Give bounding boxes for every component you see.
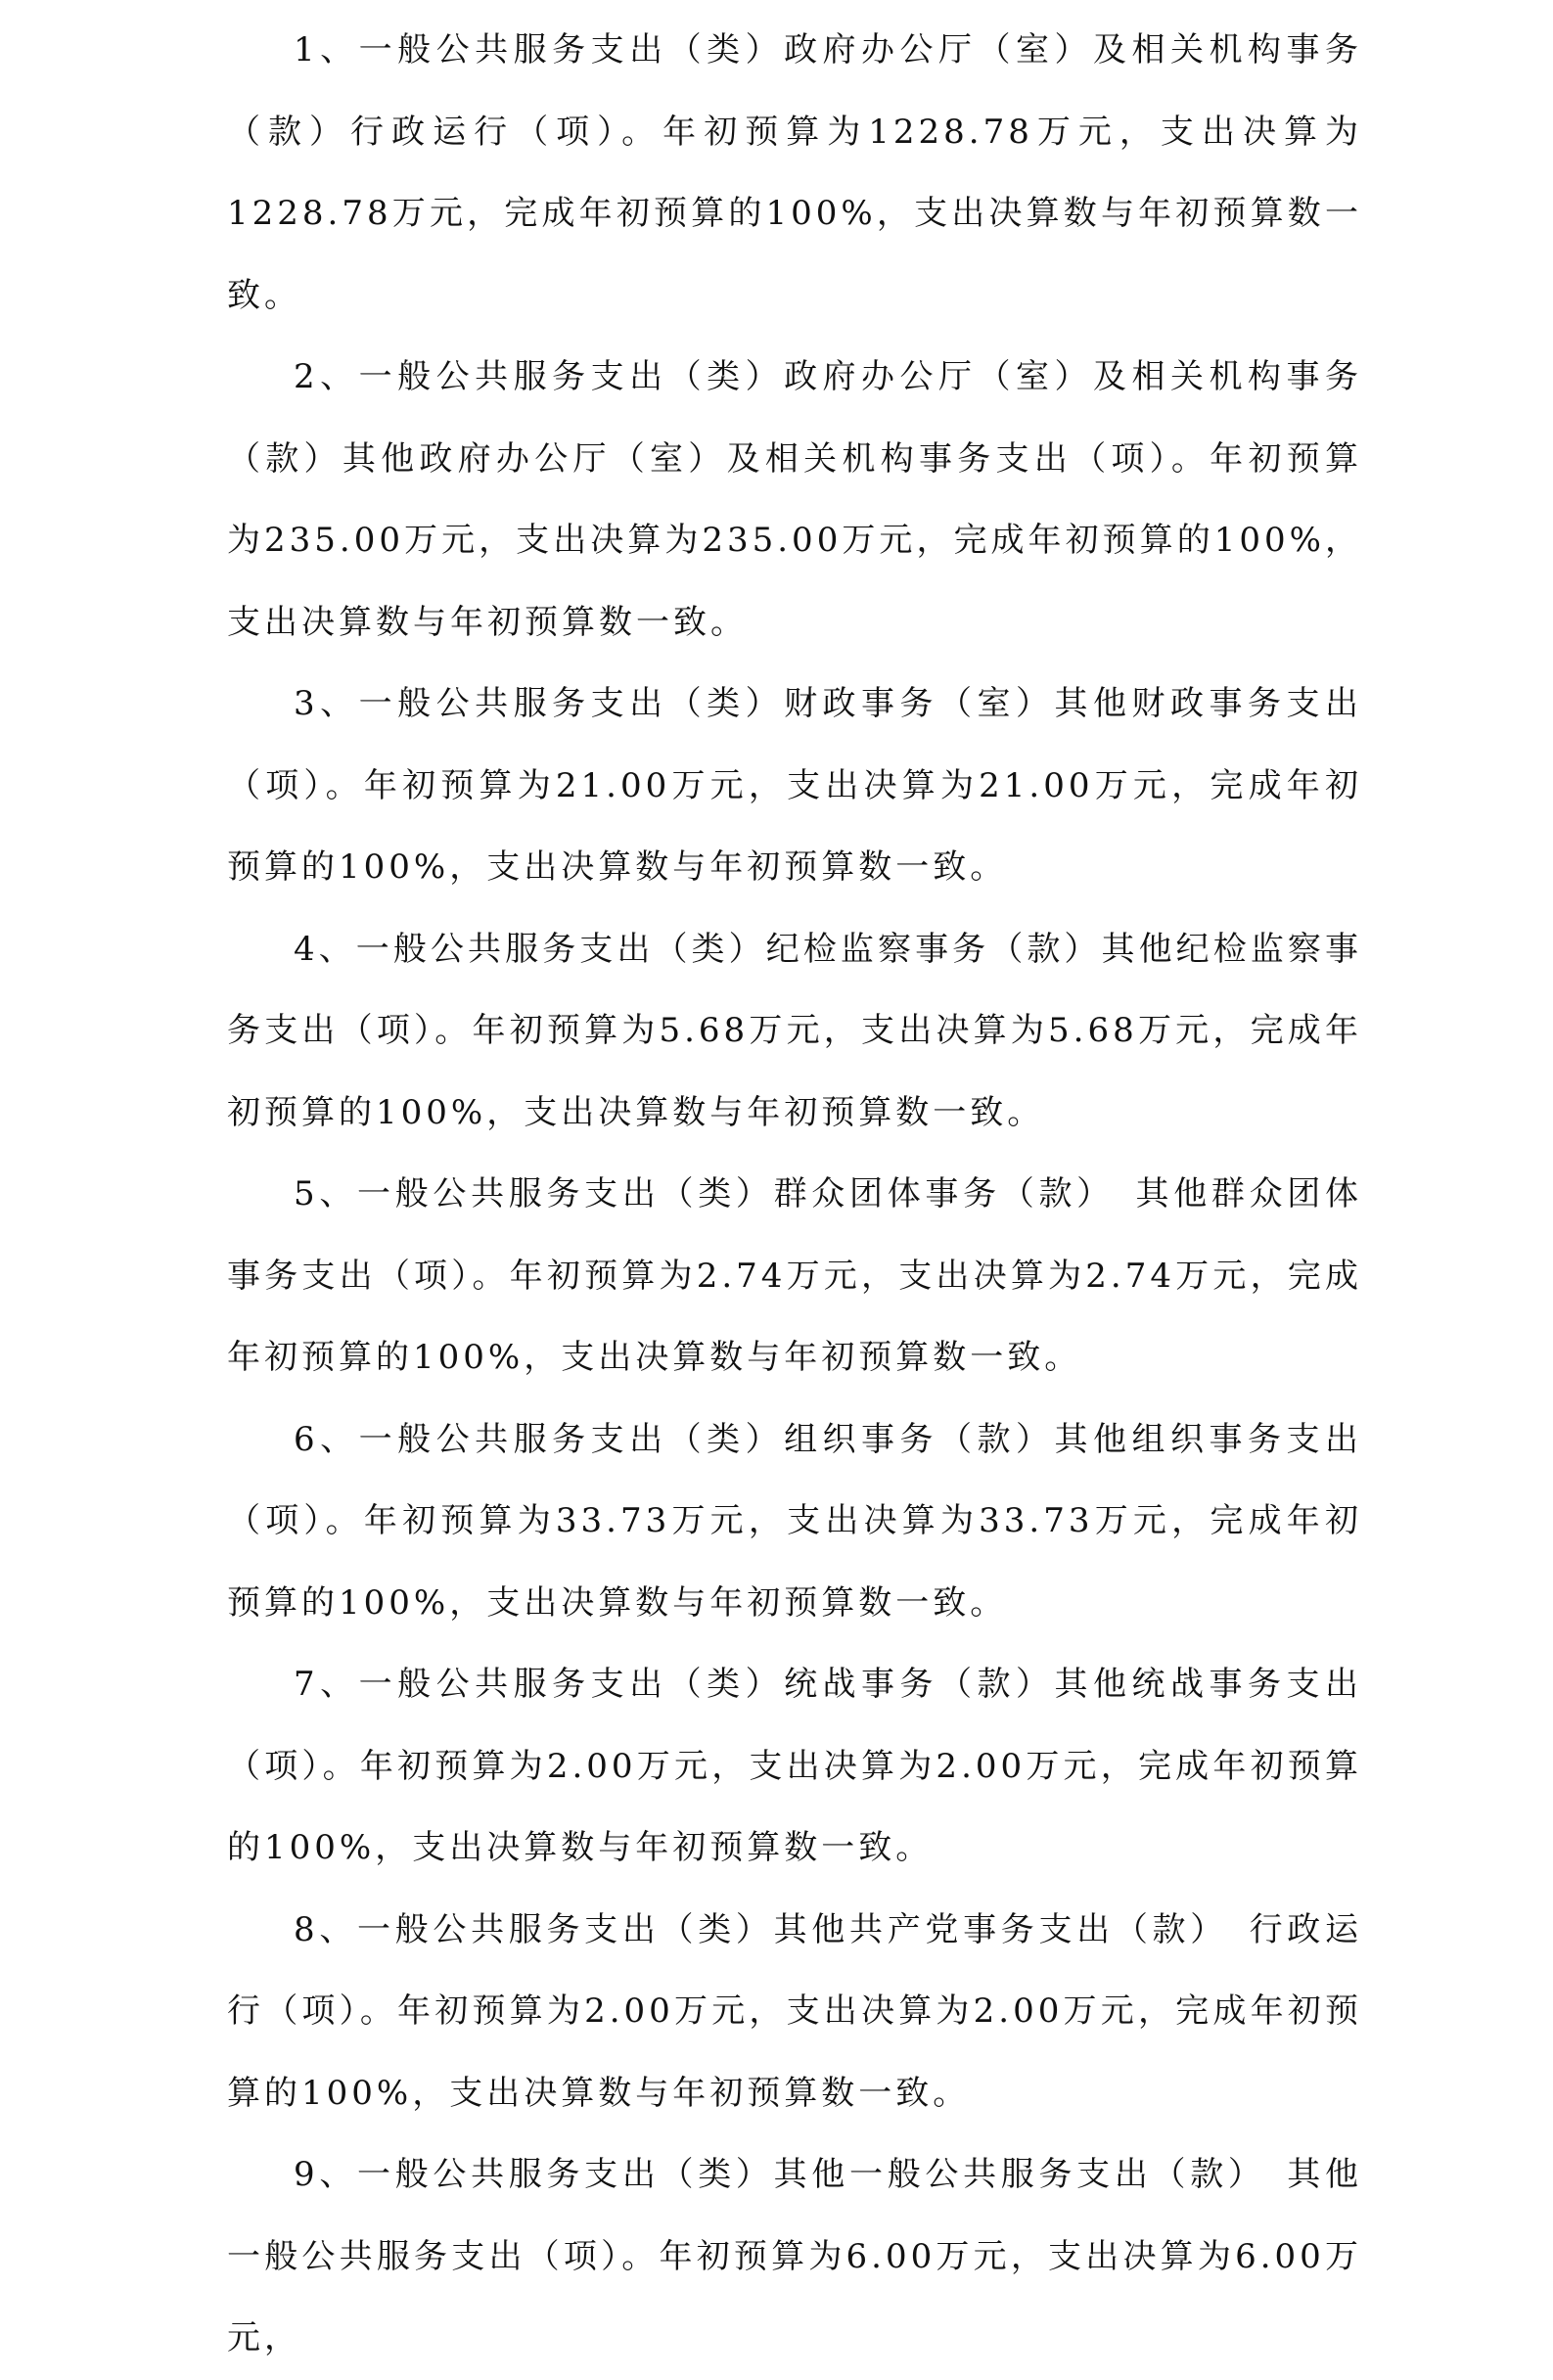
document-body: [227, 10, 1362, 2380]
paragraph-item-1: 1、一般公共服务支出（类）政府办公厅（室）及相关机构事务（款）行政运行（项）。年初预算为1228.78万元，支出决算为1228.78万元，完成年初预算的100%，支出决算数与年初预算数一致。: [227, 30, 1362, 315]
paragraph-item-9: 9、一般公共服务支出（类）其他一般公共服务支出（款） 其他一般公共服务支出（项）。年初预算为6.00万元，支出决算为6.00万元，: [227, 2155, 1362, 2357]
paragraph-item-4: 4、一般公共服务支出（类）纪检监察事务（款）其他纪检监察事务支出（项）。年初预算为5.68万元，支出决算为5.68万元，完成年初预算的100%，支出决算数与年初预算数一致。: [227, 929, 1362, 1132]
paragraph-item-5: 5、一般公共服务支出（类）群众团体事务（款） 其他群众团体事务支出（项）。年初预算为2.74万元，支出决算为2.74万元，完成年初预算的100%，支出决算数与年初预算数一致。: [227, 1174, 1362, 1377]
paragraph-item-2: 2、一般公共服务支出（类）政府办公厅（室）及相关机构事务（款）其他政府办公厅（室）及相关机构事务支出（项）。年初预算为235.00万元，支出决算为235.00万元，完成年初预算的100%，支出决算数与年初预算数一致。: [227, 357, 1362, 642]
paragraph-item-8: 8、一般公共服务支出（类）其他共产党事务支出（款） 行政运行（项）。年初预算为2.00万元，支出决算为2.00万元，完成年初预算的100%，支出决算数与年初预算数一致。: [227, 1909, 1362, 2113]
paragraph-item-3: 3、一般公共服务支出（类）财政事务（室）其他财政事务支出（项）。年初预算为21.00万元，支出决算为21.00万元，完成年初预算的100%，支出决算数与年初预算数一致。: [227, 684, 1362, 887]
paragraph-item-6: 6、一般公共服务支出（类）组织事务（款）其他组织事务支出（项）。年初预算为33.73万元，支出决算为33.73万元，完成年初预算的100%，支出决算数与年初预算数一致。: [227, 1419, 1362, 1623]
paragraph-item-7: 7、一般公共服务支出（类）统战事务（款）其他统战事务支出（项）。年初预算为2.00万元，支出决算为2.00万元，完成年初预算的100%，支出决算数与年初预算数一致。: [227, 1665, 1362, 1867]
